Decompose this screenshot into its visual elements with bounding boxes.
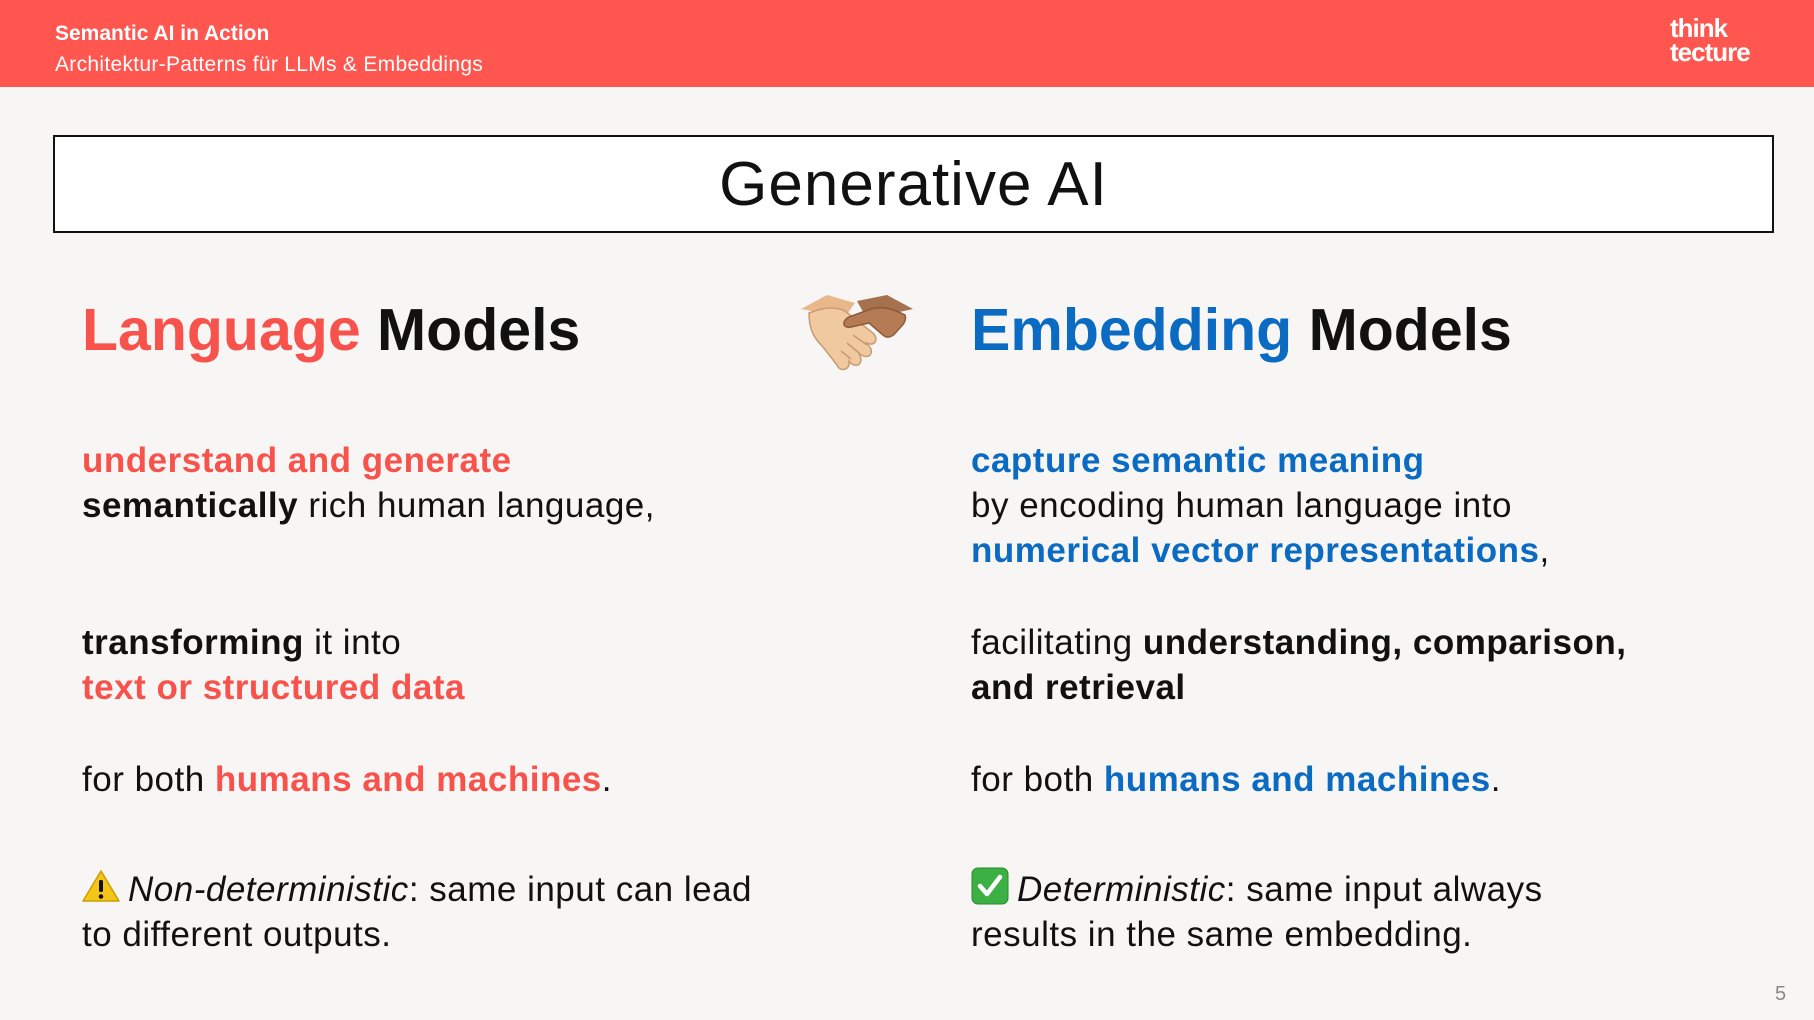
language-models-column <box>82 290 842 954</box>
em-p4-italic: Deterministic <box>1017 870 1226 909</box>
em-p2-bold2: and retrieval <box>971 668 1186 707</box>
embedding-models-heading <box>971 290 1731 370</box>
lm-p1-bold: semantically <box>82 486 299 525</box>
check-mark-icon <box>971 867 1009 905</box>
logo-line-2: tecture <box>1670 37 1750 67</box>
lm-p2-bold: transforming <box>82 623 304 662</box>
header-title: Semantic AI in Action <box>55 22 270 45</box>
lm-p1-accent: understand and generate <box>82 441 512 480</box>
lm-p3-post: . <box>601 760 612 799</box>
language-models-heading <box>82 290 842 370</box>
thinktecture-logo <box>1670 13 1750 67</box>
em-paragraph-3 <box>971 757 1501 802</box>
slide-title: Generative AI <box>53 135 1774 233</box>
lm-p3-pre: for both <box>82 760 215 799</box>
embedding-models-column <box>971 290 1731 954</box>
lm-paragraph-4 <box>82 867 752 957</box>
lm-p4-rest: : same input can lead <box>408 870 753 909</box>
em-p1-accent2: numerical vector representations <box>971 531 1540 570</box>
heading-accent: Embedding <box>971 297 1293 363</box>
em-p1-line2: by encoding human language into <box>971 486 1512 525</box>
header-subtitle: Architektur-Patterns für LLMs & Embeddings <box>55 53 484 76</box>
em-p3-post: . <box>1490 760 1501 799</box>
logo-line-1: think <box>1670 13 1728 43</box>
handshake-icon <box>797 287 917 377</box>
em-paragraph-4 <box>971 867 1543 957</box>
em-p4-rest: : same input always <box>1225 870 1543 909</box>
heading-rest: Models <box>360 297 581 363</box>
heading-rest: Models <box>1292 297 1512 363</box>
lm-paragraph-2 <box>82 620 465 710</box>
page-number: 5 <box>1775 983 1787 1005</box>
em-p4-line2: results in the same embedding. <box>971 915 1473 954</box>
em-p1-post: , <box>1539 531 1550 570</box>
lm-p2-rest: it into <box>303 623 402 662</box>
warning-icon <box>82 869 120 903</box>
lm-p4-italic: Non-deterministic <box>128 870 409 909</box>
heading-accent: Language <box>82 297 361 363</box>
slide-header <box>0 0 1814 87</box>
em-paragraph-2 <box>971 620 1626 710</box>
lm-p1-rest: rich human language, <box>298 486 655 525</box>
em-p3-pre: for both <box>971 760 1104 799</box>
em-p2-bold: understanding, comparison, <box>1142 623 1627 662</box>
lm-p2-accent: text or structured data <box>82 668 465 707</box>
lm-p3-accent: humans and machines <box>214 760 602 799</box>
em-p2-pre: facilitating <box>971 623 1143 662</box>
em-p3-accent: humans and machines <box>1103 760 1491 799</box>
lm-paragraph-1 <box>82 438 655 528</box>
em-paragraph-1 <box>971 438 1550 573</box>
lm-paragraph-3 <box>82 757 612 802</box>
em-p1-accent: capture semantic meaning <box>971 441 1425 480</box>
lm-p4-line2: to different outputs. <box>82 915 392 954</box>
